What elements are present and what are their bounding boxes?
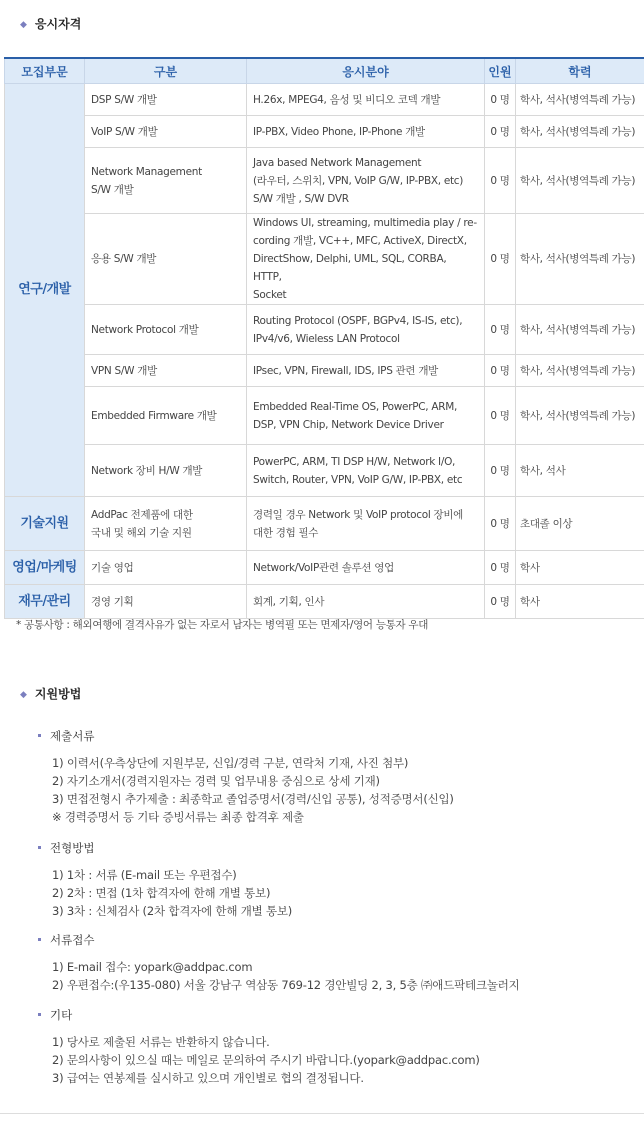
dept-cell: 기술지원 — [5, 497, 85, 551]
field-cell-line: IP-PBX, Video Phone, IP-Phone 개발 — [253, 125, 425, 138]
requirements-table — [4, 57, 644, 619]
header-category: 구분 — [85, 58, 247, 84]
category-cell — [85, 84, 247, 116]
group-line: 1) 이력서(우측상단에 지원부문, 신입/경력 구분, 연락처 기재, 사진 첨부) — [52, 756, 409, 770]
category-cell-line: 기술 영업 — [91, 561, 134, 574]
group-title: 기타 — [50, 1008, 73, 1022]
requirements-body — [5, 84, 644, 619]
table-header-row — [5, 58, 644, 84]
group-line: 1) 1차 : 서류 (E-mail 또는 우편접수) — [52, 868, 237, 882]
dept-cell: 영업/마케팅 — [5, 551, 85, 585]
education-cell: 학사, 석사 — [516, 445, 644, 497]
education-cell: 학사, 석사(병역특례 가능) — [516, 305, 644, 355]
education-cell: 학사, 석사(병역특례 가능) — [516, 84, 644, 116]
square-bullet-icon — [38, 1013, 41, 1016]
table-row — [5, 551, 644, 585]
category-cell-line: S/W 개발 — [91, 183, 134, 196]
group-line: ※ 경력증명서 등 기타 증빙서류는 최종 합격후 제출 — [52, 810, 304, 824]
group-heading — [38, 728, 454, 744]
field-cell — [247, 585, 485, 619]
group-line: 2) 자기소개서(경력지원자는 경력 및 업무내용 중심으로 상세 기재) — [52, 774, 380, 788]
field-cell-line: IPsec, VPN, Firewall, IDS, IPS 관련 개발 — [253, 364, 439, 377]
application-group — [38, 932, 520, 994]
field-cell — [247, 305, 485, 355]
table-row — [5, 387, 644, 445]
header-dept: 모집부문 — [5, 58, 85, 84]
field-cell-line: Java based Network Management — [253, 156, 422, 169]
group-line: 3) 3차 : 신체검사 (2차 합격자에 한해 개별 통보) — [52, 904, 293, 918]
group-line: 1) E-mail 접수: yopark@addpac.com — [52, 960, 253, 974]
table-row — [5, 305, 644, 355]
education-cell: 학사, 석사(병역특례 가능) — [516, 387, 644, 445]
field-cell — [247, 551, 485, 585]
category-cell — [85, 585, 247, 619]
category-cell — [85, 148, 247, 214]
field-cell-line: 회계, 기획, 인사 — [253, 595, 325, 608]
group-line: 2) 우편접수:(우135-080) 서울 강남구 역삼동 769-12 경안빌딩 2, 3, 5층 ㈜애드팍테크놀러지 — [52, 978, 520, 992]
field-cell-line: Windows UI, streaming, multimedia play / re- — [253, 217, 477, 229]
count-cell: 0 명 — [485, 551, 516, 585]
field-cell-line: Embedded Real-Time OS, PowerPC, ARM, — [253, 400, 458, 413]
header-count: 인원 — [485, 58, 516, 84]
category-cell — [85, 445, 247, 497]
category-cell — [85, 497, 247, 551]
education-cell: 학사 — [516, 585, 644, 619]
group-heading — [38, 1007, 480, 1023]
field-cell-line: Socket — [253, 289, 287, 301]
category-cell-line: Network Protocol 개발 — [91, 323, 199, 336]
common-note: * 공통사항 : 해외여행에 결격사유가 없는 자로서 남자는 병역필 또는 면제자/영어 능통자 우대 — [16, 619, 429, 631]
field-cell-line: DirectShow, Delphi, UML, SQL, CORBA, HTTP, — [253, 253, 447, 283]
group-heading — [38, 840, 292, 856]
count-cell: 0 명 — [485, 355, 516, 387]
field-cell — [247, 84, 485, 116]
group-title: 제출서류 — [50, 729, 95, 743]
field-cell-line: S/W 개발 , S/W DVR — [253, 192, 349, 205]
group-line: 1) 당사로 제출된 서류는 반환하지 않습니다. — [52, 1035, 270, 1049]
field-cell-line: H.26x, MPEG4, 음성 및 비디오 코덱 개발 — [253, 93, 441, 106]
category-cell-line: 응용 S/W 개발 — [91, 253, 157, 265]
field-cell — [247, 116, 485, 148]
count-cell: 0 명 — [485, 585, 516, 619]
category-cell — [85, 116, 247, 148]
education-cell: 학사, 석사(병역특례 가능) — [516, 148, 644, 214]
table-row — [5, 84, 644, 116]
group-line: 2) 문의사항이 있으실 때는 메일로 문의하여 주시기 바랍니다.(yopark@addpac.com) — [52, 1053, 480, 1067]
category-cell — [85, 355, 247, 387]
diamond-bullet-icon: ◆ — [20, 690, 27, 700]
square-bullet-icon — [38, 846, 41, 849]
education-cell: 초대졸 이상 — [516, 497, 644, 551]
table-row — [5, 148, 644, 214]
count-cell: 0 명 — [485, 214, 516, 305]
education-cell: 학사, 석사(병역특례 가능) — [516, 355, 644, 387]
field-cell-line: PowerPC, ARM, TI DSP H/W, Network I/O, — [253, 455, 456, 468]
dept-cell: 재무/관리 — [5, 585, 85, 619]
category-cell-line: DSP S/W 개발 — [91, 93, 157, 106]
square-bullet-icon — [38, 938, 41, 941]
count-cell: 0 명 — [485, 305, 516, 355]
table-row — [5, 116, 644, 148]
education-cell: 학사 — [516, 551, 644, 585]
group-line: 3) 급여는 연봉제를 실시하고 있으며 개인별로 협의 결정됩니다. — [52, 1071, 364, 1085]
count-cell: 0 명 — [485, 497, 516, 551]
field-cell-line: 대한 경험 필수 — [253, 526, 319, 539]
count-cell: 0 명 — [485, 387, 516, 445]
field-cell-line: cording 개발, VC++, MFC, ActiveX, DirectX, — [253, 235, 467, 247]
education-cell: 학사, 석사(병역특례 가능) — [516, 214, 644, 305]
field-cell — [247, 387, 485, 445]
field-cell-line: (라우터, 스위치, VPN, VoIP G/W, IP-PBX, etc) — [253, 174, 464, 187]
table-row — [5, 214, 644, 305]
diamond-bullet-icon: ◆ — [20, 20, 27, 30]
category-cell-line: 국내 및 해외 기술 지원 — [91, 526, 192, 539]
field-cell — [247, 148, 485, 214]
category-cell-line: VPN S/W 개발 — [91, 364, 157, 377]
application-group — [38, 840, 292, 920]
count-cell: 0 명 — [485, 84, 516, 116]
education-cell: 학사, 석사(병역특례 가능) — [516, 116, 644, 148]
group-line: 2) 2차 : 면접 (1차 합격자에 한해 개별 통보) — [52, 886, 271, 900]
table-row — [5, 585, 644, 619]
group-title: 서류접수 — [50, 933, 95, 947]
application-group — [38, 1007, 480, 1087]
count-cell: 0 명 — [485, 148, 516, 214]
table-row — [5, 445, 644, 497]
category-cell — [85, 305, 247, 355]
category-cell-line: AddPac 전제품에 대한 — [91, 508, 193, 521]
count-cell: 0 명 — [485, 445, 516, 497]
category-cell-line: 경영 기획 — [91, 595, 134, 608]
group-line: 3) 면접전형시 추가제출 : 최종학교 졸업증명서(경력/신입 공통), 성적증명서(신입) — [52, 792, 454, 806]
field-cell-line: Switch, Router, VPN, VoIP G/W, IP-PBX, etc — [253, 473, 463, 486]
header-education: 학력 — [516, 58, 644, 84]
application-title: ◆ 지원방법 — [20, 687, 82, 701]
field-cell-line: Network/VoIP관련 솔루션 영업 — [253, 561, 394, 574]
field-cell-line: DSP, VPN Chip, Network Device Driver — [253, 418, 444, 431]
qualification-title: ◆ 응시자격 — [20, 17, 82, 31]
category-cell — [85, 214, 247, 305]
table-row — [5, 355, 644, 387]
bottom-divider — [0, 1113, 644, 1114]
header-field: 응시분야 — [247, 58, 485, 84]
field-cell — [247, 214, 485, 305]
square-bullet-icon — [38, 734, 41, 737]
field-cell-line: IPv4/v6, Wieless LAN Protocol — [253, 332, 400, 345]
group-title: 전형방법 — [50, 841, 95, 855]
count-cell: 0 명 — [485, 116, 516, 148]
application-group — [38, 728, 454, 826]
category-cell-line: Embedded Firmware 개발 — [91, 409, 217, 422]
field-cell-line: Routing Protocol (OSPF, BGPv4, IS-IS, etc), — [253, 314, 463, 327]
category-cell — [85, 551, 247, 585]
field-cell — [247, 355, 485, 387]
category-cell-line: Network Management — [91, 165, 202, 178]
dept-cell: 연구/개발 — [5, 84, 85, 497]
field-cell — [247, 497, 485, 551]
group-heading — [38, 932, 520, 948]
table-row — [5, 497, 644, 551]
field-cell-line: 경력일 경우 Network 및 VoIP protocol 장비에 — [253, 508, 464, 521]
field-cell — [247, 445, 485, 497]
category-cell — [85, 387, 247, 445]
category-cell-line: VoIP S/W 개발 — [91, 125, 158, 138]
category-cell-line: Network 장비 H/W 개발 — [91, 464, 203, 477]
